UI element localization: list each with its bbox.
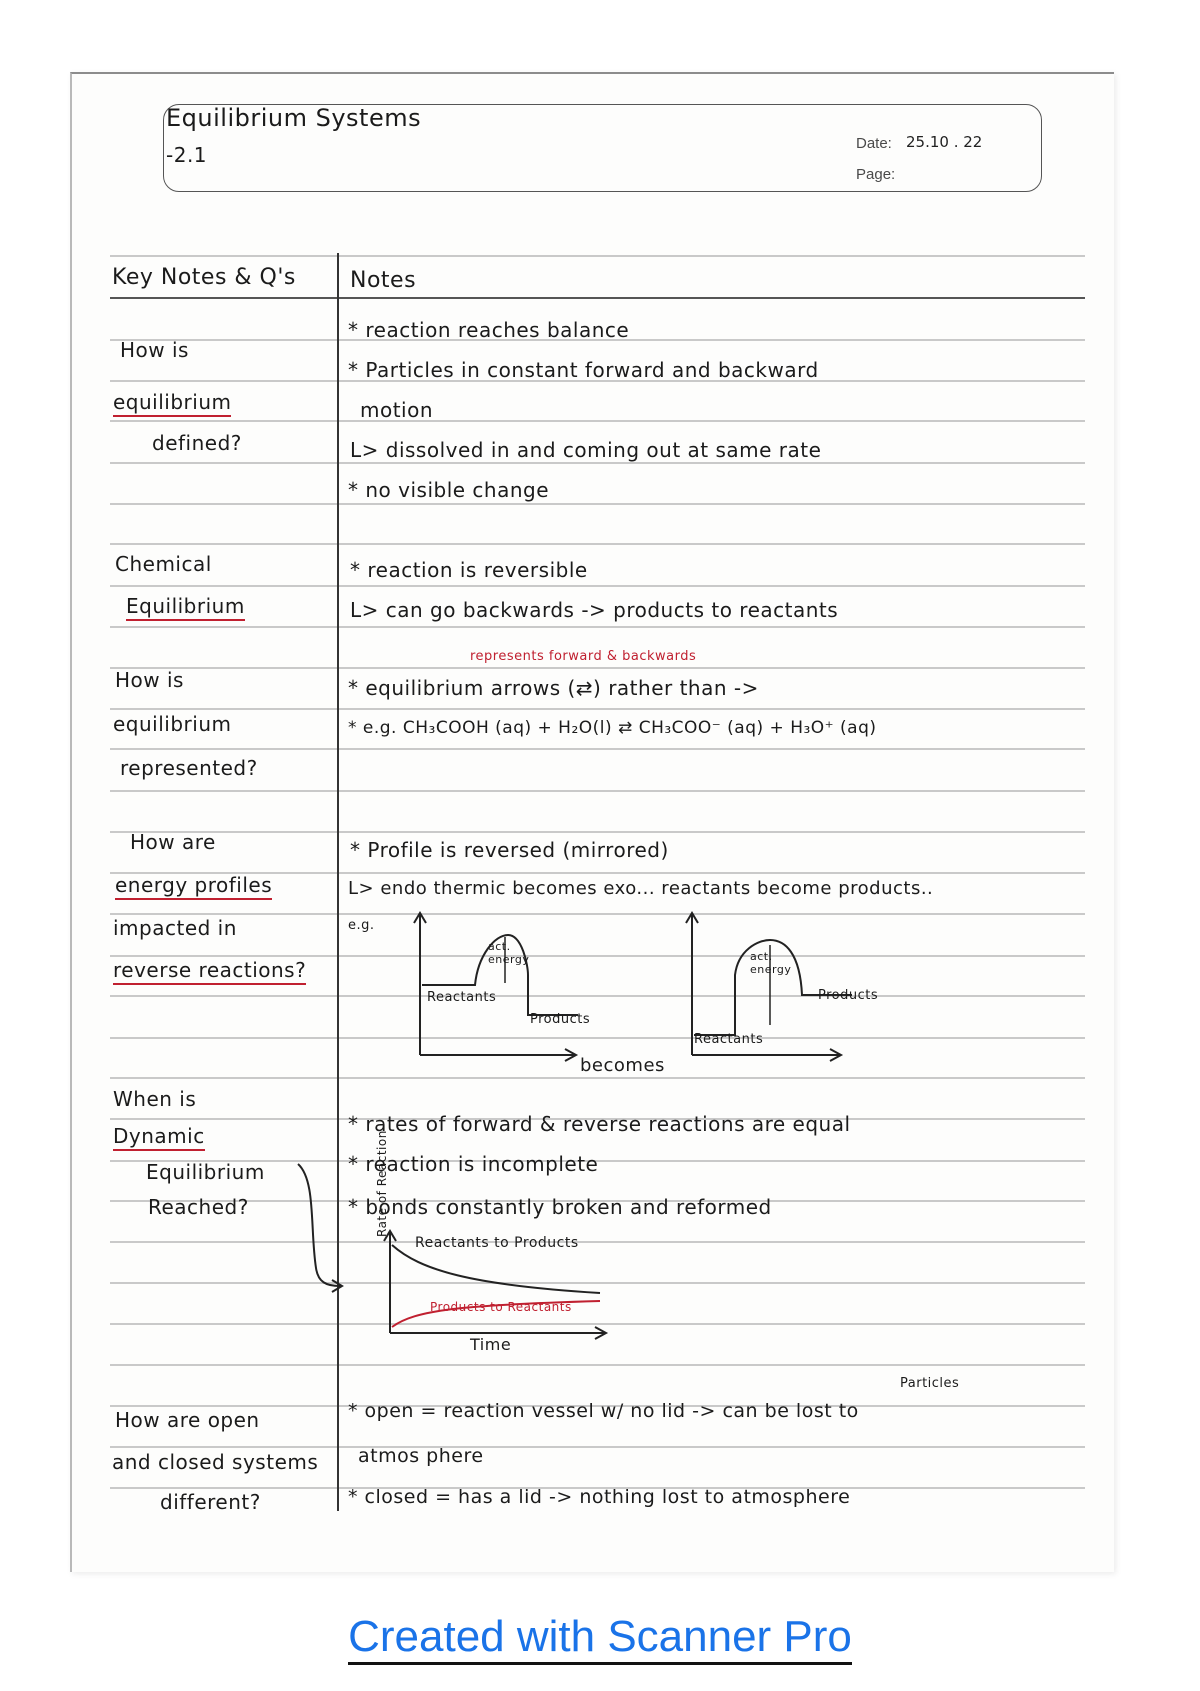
annotation: represents forward & backwards [470, 649, 697, 664]
note-line: e.g. [348, 918, 375, 933]
note-line: * reaction reaches balance [348, 318, 630, 342]
cue-line: energy profiles [115, 873, 272, 900]
cue-line: Equilibrium [126, 594, 245, 621]
note-line: * reaction is incomplete [348, 1152, 599, 1176]
graph-xlabel: Time [470, 1335, 512, 1354]
note-line: motion [360, 398, 434, 422]
scanner-footer[interactable] [0, 1612, 1200, 1662]
page-label: Page: [856, 166, 896, 183]
cue-line: and closed systems [112, 1450, 319, 1474]
note-line: * reaction is reversible [350, 558, 588, 582]
note-line: * no visible change [348, 478, 550, 502]
page-subtitle: -2.1 [166, 143, 208, 167]
cue-line: How are [130, 830, 216, 854]
annotation: Particles [900, 1376, 960, 1391]
diagram-label: act. energy [488, 940, 530, 966]
note-line: L> dissolved in and coming out at same rate [350, 438, 822, 462]
cue-line: equilibrium [113, 712, 232, 736]
note-line: * open = reaction vessel w/ no lid -> can be lost to [348, 1400, 859, 1422]
pointer-arrow [296, 1160, 356, 1300]
cue-line: When is [113, 1087, 197, 1111]
diagram-label: Products [530, 1012, 591, 1027]
note-line: L> can go backwards -> products to reactants [350, 598, 839, 622]
note-line: * Profile is reversed (mirrored) [350, 838, 669, 862]
cue-line: Dynamic [113, 1124, 205, 1151]
cue-line: defined? [152, 431, 242, 455]
diagram-label: Reactants [694, 1032, 764, 1047]
note-line: atmos phere [358, 1445, 484, 1467]
notes-column-header: Notes [350, 268, 417, 293]
diagram-caption: becomes [580, 1055, 665, 1076]
note-line: * e.g. CH₃COOH (aq) + H₂O(l) ⇄ CH₃COO⁻ (aq) + H₃O⁺ (aq) [348, 718, 877, 738]
cue-line: Chemical [115, 552, 212, 576]
page-title: Equilibrium Systems [166, 104, 422, 132]
scanner-footer-link[interactable]: Created with Scanner Pro [348, 1612, 852, 1665]
cue-line: Reached? [148, 1195, 249, 1219]
cue-line: different? [160, 1490, 261, 1514]
date-value: 25.10 . 22 [906, 133, 983, 151]
cue-column-header: Key Notes & Q's [112, 265, 296, 290]
graph-ylabel: Rate of Reaction [375, 1130, 389, 1237]
cue-line: equilibrium [113, 390, 231, 417]
graph-curve-label: Reactants to Products [415, 1235, 579, 1251]
cue-line: Equilibrium [146, 1160, 265, 1184]
cue-line: represented? [120, 756, 258, 780]
diagram-label: Reactants [427, 990, 497, 1005]
note-line: * equilibrium arrows (⇄) rather than -> [348, 676, 759, 700]
diagram-label: Products [818, 988, 879, 1003]
date-label: Date: [856, 135, 892, 152]
diagram-label: act. energy [750, 950, 792, 976]
note-line: L> endo thermic becomes exo... reactants become products.. [348, 878, 934, 899]
note-line: * Particles in constant forward and backward [348, 358, 819, 382]
cue-line: How is [120, 338, 189, 362]
note-line: * bonds constantly broken and reformed [348, 1195, 772, 1219]
note-line: * closed = has a lid -> nothing lost to atmosphere [348, 1486, 851, 1508]
cue-line: reverse reactions? [113, 958, 306, 985]
cue-line: How is [115, 668, 184, 692]
cue-line: impacted in [113, 916, 237, 940]
note-line: * rates of forward & reverse reactions are equal [348, 1112, 851, 1136]
graph-curve-label: Products to Reactants [430, 1300, 572, 1314]
margin-line [337, 253, 339, 1511]
cue-line: How are open [115, 1408, 260, 1432]
